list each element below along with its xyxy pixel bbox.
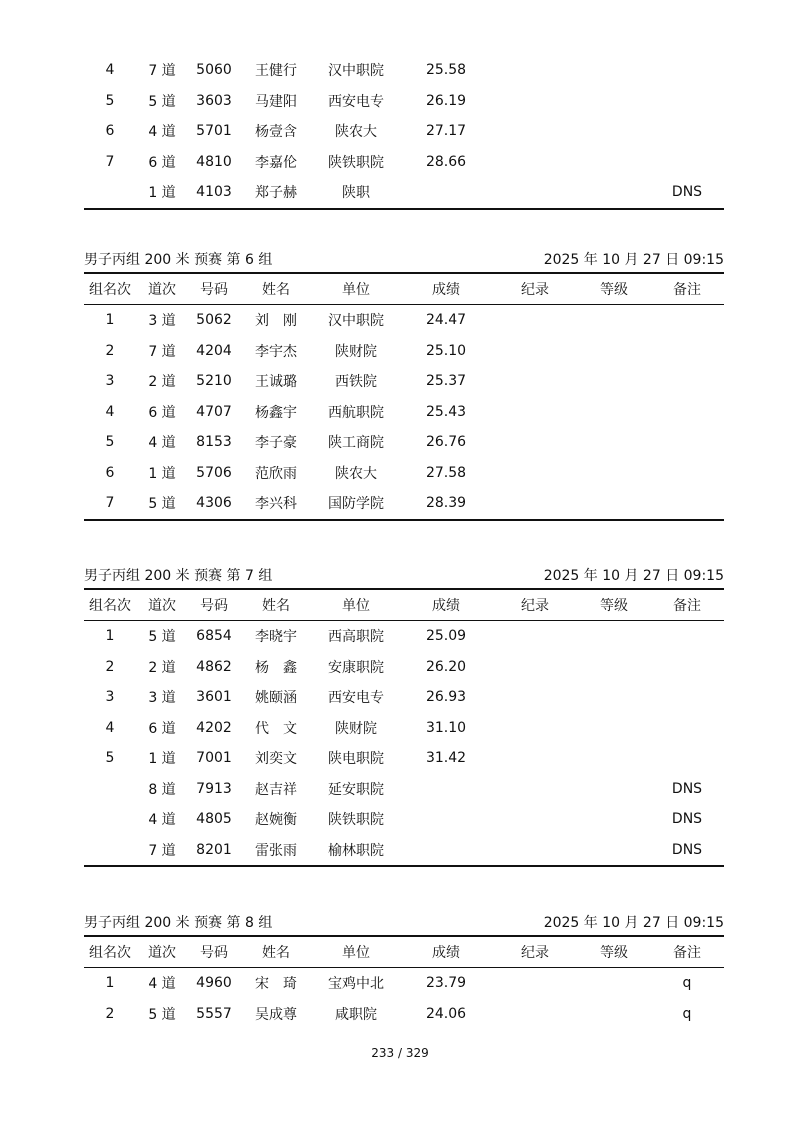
rank-cell [84, 177, 136, 208]
unit-cell: 陕财院 [335, 343, 377, 360]
unit-cell: 汉中职院 [328, 313, 384, 330]
name-cell: 吴成尊 [255, 1006, 297, 1023]
column-header: 单位 [342, 282, 370, 298]
group-6-table [84, 250, 724, 521]
bib-cell: 5706 [196, 464, 232, 481]
column-header-row [84, 935, 724, 968]
record-cell [492, 147, 578, 178]
name-cell: 李子豪 [255, 435, 297, 452]
name-cell: 宋 琦 [255, 976, 297, 993]
time-cell [400, 835, 492, 866]
unit-cell: 陕农大 [335, 124, 377, 141]
name-cell: 代 文 [255, 720, 297, 737]
grade-cell [578, 835, 650, 866]
table-row [84, 652, 724, 683]
note-cell [650, 336, 724, 367]
note-cell [650, 458, 724, 489]
table-row [84, 55, 724, 86]
grade-cell [578, 427, 650, 458]
rank-cell: 1 [105, 975, 115, 992]
group-datetime: 2025 年 10 月 27 日 09:15 [543, 568, 724, 584]
rank-cell: 5 [105, 434, 115, 451]
note-cell: DNS [671, 780, 703, 797]
lane-cell: 6 道 [148, 154, 176, 171]
name-cell: 赵吉祥 [255, 781, 297, 798]
name-cell: 刘奕文 [255, 751, 297, 768]
note-cell [650, 86, 724, 117]
unit-cell: 宝鸡中北 [328, 976, 384, 993]
bib-cell: 4202 [196, 719, 232, 736]
lane-cell: 4 道 [148, 976, 176, 993]
unit-cell: 陕工商院 [328, 435, 384, 452]
bib-cell: 4103 [196, 184, 232, 201]
group-datetime: 2025 年 10 月 27 日 09:15 [543, 252, 724, 268]
bib-cell: 5060 [196, 62, 232, 79]
bib-cell: 7001 [196, 750, 232, 767]
table-bottom-rule [84, 208, 724, 210]
lane-cell: 4 道 [148, 435, 176, 452]
unit-cell: 西高职院 [328, 629, 384, 646]
bib-cell: 4805 [196, 811, 232, 828]
group-title: 男子丙组 200 米 预赛 第 7 组 [84, 568, 273, 584]
record-cell [492, 621, 578, 652]
note-cell: DNS [671, 811, 703, 828]
name-cell: 雷张雨 [255, 842, 297, 859]
table-row [84, 397, 724, 428]
time-cell: 31.42 [425, 750, 467, 767]
record-cell [492, 713, 578, 744]
record-cell [492, 999, 578, 1030]
grade-cell [578, 177, 650, 208]
column-header: 道次 [148, 945, 176, 961]
lane-cell: 1 道 [148, 465, 176, 482]
name-cell: 赵婉衡 [255, 812, 297, 829]
rank-cell: 7 [105, 495, 115, 512]
table-row [84, 86, 724, 117]
record-cell [492, 968, 578, 999]
group-rows [84, 621, 724, 865]
lane-cell: 7 道 [148, 63, 176, 80]
table-row [84, 116, 724, 147]
note-cell [650, 366, 724, 397]
page-number: 233 / 329 [371, 1046, 429, 1060]
grade-cell [578, 488, 650, 519]
table-row [84, 968, 724, 999]
note-cell: DNS [671, 184, 703, 201]
rank-cell [84, 835, 136, 866]
table-row [84, 366, 724, 397]
column-header: 备注 [673, 282, 701, 298]
unit-cell: 西安电专 [328, 93, 384, 110]
note-cell [650, 652, 724, 683]
group-rows [84, 968, 724, 1029]
grade-cell [578, 743, 650, 774]
column-header: 号码 [200, 598, 228, 614]
time-cell: 25.43 [425, 403, 467, 420]
bib-cell: 3601 [196, 689, 232, 706]
record-cell [492, 835, 578, 866]
time-cell: 26.19 [425, 92, 467, 109]
name-cell: 刘 刚 [255, 313, 297, 330]
bib-cell: 5701 [196, 123, 232, 140]
lane-cell: 6 道 [148, 720, 176, 737]
grade-cell [578, 366, 650, 397]
table-row [84, 336, 724, 367]
record-cell [492, 55, 578, 86]
group-header [84, 913, 724, 935]
bib-cell: 7913 [196, 780, 232, 797]
rank-cell: 4 [105, 403, 115, 420]
lane-cell: 3 道 [148, 313, 176, 330]
name-cell: 姚颐涵 [255, 690, 297, 707]
group-7-table [84, 566, 724, 867]
lane-cell: 7 道 [148, 842, 176, 859]
bib-cell: 5062 [196, 312, 232, 329]
record-cell [492, 397, 578, 428]
time-cell: 25.09 [425, 628, 467, 645]
rank-cell: 3 [105, 689, 115, 706]
record-cell [492, 427, 578, 458]
time-cell: 24.47 [425, 312, 467, 329]
column-header: 姓名 [262, 282, 290, 298]
column-header: 成绩 [432, 598, 460, 614]
rank-cell: 1 [105, 628, 115, 645]
lane-cell: 2 道 [148, 659, 176, 676]
grade-cell [578, 621, 650, 652]
note-cell [650, 116, 724, 147]
unit-cell: 汉中职院 [328, 63, 384, 80]
grade-cell [578, 774, 650, 805]
column-header: 等级 [600, 282, 628, 298]
column-header: 备注 [673, 598, 701, 614]
bib-cell: 8201 [196, 841, 232, 858]
lane-cell: 1 道 [148, 751, 176, 768]
lane-cell: 4 道 [148, 124, 176, 141]
time-cell: 25.10 [425, 342, 467, 359]
column-header: 道次 [148, 598, 176, 614]
rank-cell: 3 [105, 373, 115, 390]
grade-cell [578, 682, 650, 713]
record-cell [492, 774, 578, 805]
table-row [84, 305, 724, 336]
unit-cell: 西铁院 [335, 374, 377, 391]
column-header: 姓名 [262, 598, 290, 614]
group-rows [84, 305, 724, 519]
column-header: 单位 [342, 598, 370, 614]
table-row [84, 835, 724, 866]
lane-cell: 5 道 [148, 629, 176, 646]
lane-cell: 8 道 [148, 781, 176, 798]
grade-cell [578, 713, 650, 744]
group-header [84, 566, 724, 588]
group-header [84, 250, 724, 272]
note-cell [650, 621, 724, 652]
grade-cell [578, 652, 650, 683]
record-cell [492, 336, 578, 367]
unit-cell: 陕铁职院 [328, 812, 384, 829]
name-cell: 杨 鑫 [255, 659, 297, 676]
record-cell [492, 305, 578, 336]
bib-cell: 4204 [196, 342, 232, 359]
note-cell: q [682, 975, 692, 992]
grade-cell [578, 86, 650, 117]
unit-cell: 陕铁职院 [328, 154, 384, 171]
name-cell: 杨壹含 [255, 124, 297, 141]
time-cell: 25.58 [425, 62, 467, 79]
group-datetime: 2025 年 10 月 27 日 09:15 [543, 915, 724, 931]
name-cell: 王诚璐 [255, 374, 297, 391]
unit-cell: 安康职院 [328, 659, 384, 676]
column-header: 组名次 [89, 945, 131, 961]
time-cell: 23.79 [425, 975, 467, 992]
record-cell [492, 804, 578, 835]
record-cell [492, 86, 578, 117]
rank-cell: 5 [105, 92, 115, 109]
bib-cell: 8153 [196, 434, 232, 451]
note-cell [650, 55, 724, 86]
time-cell [400, 774, 492, 805]
bib-cell: 3603 [196, 92, 232, 109]
rank-cell: 2 [105, 658, 115, 675]
time-cell: 25.37 [425, 373, 467, 390]
record-cell [492, 458, 578, 489]
time-cell: 26.76 [425, 434, 467, 451]
unit-cell: 榆林职院 [328, 842, 384, 859]
column-header: 纪录 [521, 945, 549, 961]
note-cell [650, 713, 724, 744]
column-header: 组名次 [89, 282, 131, 298]
table-row [84, 177, 724, 208]
table-bottom-rule [84, 865, 724, 867]
name-cell: 杨鑫宇 [255, 404, 297, 421]
rank-cell: 7 [105, 153, 115, 170]
name-cell: 李兴科 [255, 496, 297, 513]
bib-cell: 5557 [196, 1005, 232, 1022]
name-cell: 范欣雨 [255, 465, 297, 482]
grade-cell [578, 458, 650, 489]
rank-cell [84, 804, 136, 835]
column-header: 组名次 [89, 598, 131, 614]
rank-cell: 5 [105, 750, 115, 767]
lane-cell: 7 道 [148, 343, 176, 360]
record-cell [492, 366, 578, 397]
group-title: 男子丙组 200 米 预赛 第 6 组 [84, 252, 273, 268]
grade-cell [578, 147, 650, 178]
column-header: 单位 [342, 945, 370, 961]
table-bottom-rule [84, 519, 724, 521]
unit-cell: 陕农大 [335, 465, 377, 482]
group-8-table [84, 913, 724, 1029]
lane-cell: 5 道 [148, 496, 176, 513]
column-header: 纪录 [521, 598, 549, 614]
name-cell: 王健行 [255, 63, 297, 80]
name-cell: 郑子赫 [255, 185, 297, 202]
note-cell [650, 427, 724, 458]
rank-cell: 1 [105, 312, 115, 329]
lane-cell: 2 道 [148, 374, 176, 391]
rank-cell: 6 [105, 464, 115, 481]
bib-cell: 6854 [196, 628, 232, 645]
rank-cell [84, 774, 136, 805]
note-cell: q [682, 1005, 692, 1022]
note-cell [650, 743, 724, 774]
time-cell: 24.06 [425, 1005, 467, 1022]
time-cell [400, 177, 492, 208]
lane-cell: 5 道 [148, 1006, 176, 1023]
time-cell: 26.20 [425, 658, 467, 675]
table-row [84, 621, 724, 652]
time-cell: 27.58 [425, 464, 467, 481]
time-cell [400, 804, 492, 835]
table-row [84, 774, 724, 805]
grade-cell [578, 336, 650, 367]
bib-cell: 4306 [196, 495, 232, 512]
grade-cell [578, 397, 650, 428]
table-row [84, 147, 724, 178]
record-cell [492, 177, 578, 208]
lane-cell: 5 道 [148, 93, 176, 110]
name-cell: 马建阳 [255, 93, 297, 110]
time-cell: 31.10 [425, 719, 467, 736]
table-row [84, 713, 724, 744]
grade-cell [578, 116, 650, 147]
record-cell [492, 116, 578, 147]
column-header: 备注 [673, 945, 701, 961]
lane-cell: 1 道 [148, 185, 176, 202]
time-cell: 27.17 [425, 123, 467, 140]
unit-cell: 陕电职院 [328, 751, 384, 768]
column-header: 号码 [200, 945, 228, 961]
column-header: 道次 [148, 282, 176, 298]
column-header: 成绩 [432, 282, 460, 298]
unit-cell: 陕职 [342, 185, 370, 202]
time-cell: 28.66 [425, 153, 467, 170]
column-header: 姓名 [262, 945, 290, 961]
unit-cell: 咸职院 [335, 1006, 377, 1023]
rank-cell: 2 [105, 1005, 115, 1022]
bib-cell: 4862 [196, 658, 232, 675]
time-cell: 28.39 [425, 495, 467, 512]
rank-cell: 4 [105, 62, 115, 79]
note-cell [650, 305, 724, 336]
record-cell [492, 652, 578, 683]
table-row [84, 999, 724, 1030]
lane-cell: 6 道 [148, 404, 176, 421]
bib-cell: 4960 [196, 975, 232, 992]
note-cell [650, 682, 724, 713]
column-header: 等级 [600, 598, 628, 614]
unit-cell: 国防学院 [328, 496, 384, 513]
grade-cell [578, 968, 650, 999]
grade-cell [578, 55, 650, 86]
lane-cell: 3 道 [148, 690, 176, 707]
note-cell [650, 397, 724, 428]
name-cell: 李嘉伦 [255, 154, 297, 171]
table-row [84, 743, 724, 774]
table-row [84, 804, 724, 835]
time-cell: 26.93 [425, 689, 467, 706]
group-title: 男子丙组 200 米 预赛 第 8 组 [84, 915, 273, 931]
bib-cell: 4810 [196, 153, 232, 170]
column-header-row [84, 272, 724, 305]
rank-cell: 4 [105, 719, 115, 736]
rank-cell: 6 [105, 123, 115, 140]
record-cell [492, 488, 578, 519]
grade-cell [578, 305, 650, 336]
column-header: 号码 [200, 282, 228, 298]
table-row [84, 488, 724, 519]
note-cell: DNS [671, 841, 703, 858]
name-cell: 李晓宇 [255, 629, 297, 646]
record-cell [492, 743, 578, 774]
record-cell [492, 682, 578, 713]
name-cell: 李宇杰 [255, 343, 297, 360]
unit-cell: 西航职院 [328, 404, 384, 421]
table-row [84, 427, 724, 458]
column-header: 纪录 [521, 282, 549, 298]
column-header: 成绩 [432, 945, 460, 961]
continuation-rows [84, 55, 724, 208]
table-row [84, 682, 724, 713]
note-cell [650, 488, 724, 519]
unit-cell: 延安职院 [328, 781, 384, 798]
bib-cell: 5210 [196, 373, 232, 390]
column-header-row [84, 588, 724, 621]
bib-cell: 4707 [196, 403, 232, 420]
grade-cell [578, 999, 650, 1030]
continuation-table [84, 55, 724, 210]
lane-cell: 4 道 [148, 812, 176, 829]
table-row [84, 458, 724, 489]
unit-cell: 陕财院 [335, 720, 377, 737]
grade-cell [578, 804, 650, 835]
unit-cell: 西安电专 [328, 690, 384, 707]
note-cell [650, 147, 724, 178]
column-header: 等级 [600, 945, 628, 961]
rank-cell: 2 [105, 342, 115, 359]
